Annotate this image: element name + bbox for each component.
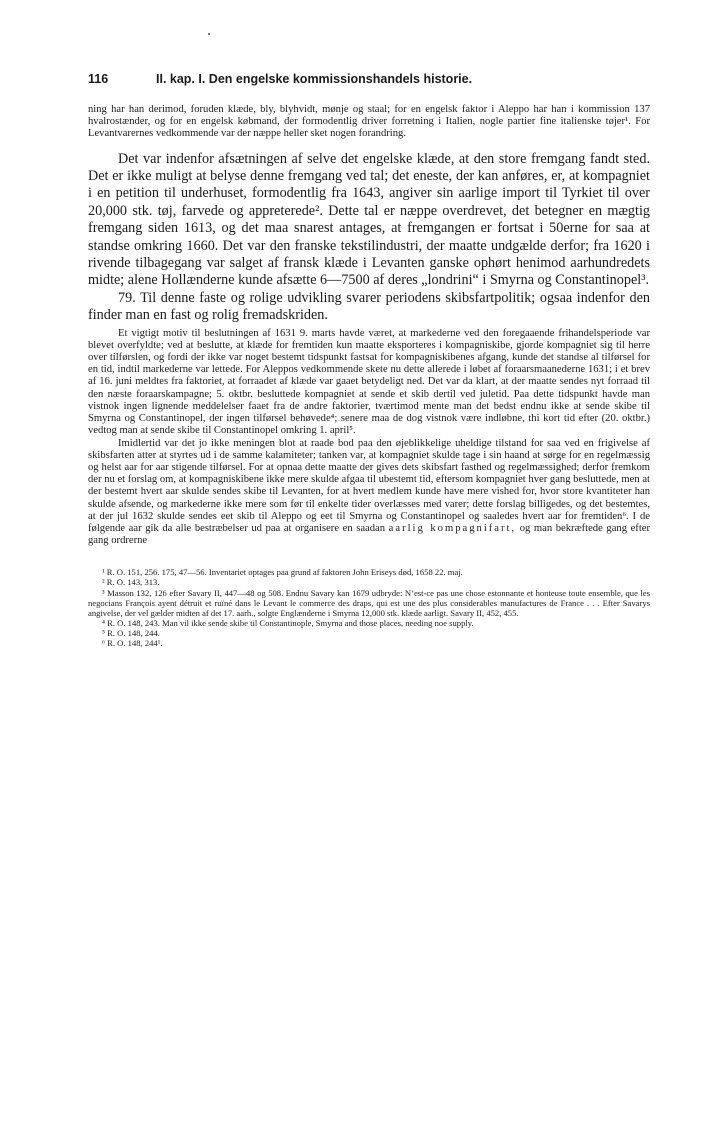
page-header (88, 72, 650, 94)
main-paragraph-1: Det var indenfor afsætningen af selve det engelske klæde, at den store fremgang fandt sted. Det er ikke muligt at belyse denne fremgang ved tal; det eneste, der kan anføres, er, at kompagniet i en petition til underhuset, formodentlig fra 1643, angiver sin aarlige import til Tyrkiet til over 20,000 stk. tøj, farvede og appreterede². Dette tal er næppe overdrevet, det betegner en mægtig fremgang siden 1613, og det maa snarest antages, at fremgangen er fortsat i 50erne for saa at standse omkring 1660. Det var den franske tekstilindustri, der maatte undgælde derfor; fra 1620 i rivende tilbagegang var salget af fransk klæde i Levanten ganske ophørt henimod aarhundredets midte; alene Hollænderne kunde afsætte 6—7500 af deres „londrini“ i Smyrna og Constantinopel³. (88, 150, 650, 289)
scan-speck (208, 33, 210, 35)
footnotes (88, 567, 650, 648)
small-paragraph-2 (88, 438, 650, 548)
footnote-1: ¹ R. O. 151, 256. 175, 47—56. Inventariet optages paa grund af faktoren John Eriseys død, 1658 22. maj. (102, 567, 463, 578)
spaced-emphasis: aarlig kompagnifart, (388, 522, 517, 534)
main-paragraph-2: 79. Til denne faste og rolige udvikling svarer periodens skibsfartpolitik; ogsaa indenfor den finder man en fast og rolig fremadskriden. (88, 289, 650, 324)
small-paragraph-1: Et vigtigt motiv til beslutningen af 1631 9. marts havde været, at markederne ved den foregaaende frihandelsperiode var blevet overfyldte; ved at beslutte, at klæde for fremtiden kun maatte eksporteres i kompagniskibe, gjorde kompagniet sig til herre over tilførslen, og fordi der ikke var noget bestemt tidspunkt fastsat for kompagniskibenes afgang, kunde det standse al tilførsel for en tid, indtil markederne var lettede. For Aleppos vedkommende skete nu dette allerede i løbet af foraarsmaanederne 1631; i et brev af 16. juni meldtes fra faktoriet, at forraadet af klæde var gaaet betydeligt ned. Det var da klart, at der maatte sendes nyt forraad til den næste foraarskampagne; 5. oktbr. besluttede kompagniet at sende et skib dertil ved juletid. Paa dette tidspunkt havde man vistnok ingen lignende meddelelser faaet fra de andre faktorier, tværtimod mente man det bedst endnu ikke at sende skibe til Smyrna og Constantinopel, der ingen tilførsel behøvede⁴; senere maa de dog vistnok være indløbne, thi kort tid efter (20. oktbr.) vedtog man at sende skibe til Constantinopel omkring 1. april⁵. (88, 327, 650, 437)
running-head: II. kap. I. Den engelske kommissionshandels historie. (156, 72, 473, 86)
footnote-3: ³ Masson 132, 126 efter Savary II, 447—48 og 508. Endnu Savary kan 1679 udbryde: N’est-ce pas une chose estonnante et honteuse toute ensemble, que les negocians François ayent détruit et ruïné dans le Levant le commerce des draps, qui est une des plus considerables manufactures de France . . . Efter Savarys angivelse, der vel gælder midten af det 17. aarh., solgte Englænderne i Smyrna 12,000 stk. klæde aarligt. Savary II, 452, 455. (88, 587, 650, 618)
page-number: 116 (88, 72, 109, 86)
book-page (88, 72, 650, 648)
footnote-6: ⁶ R. O. 148, 244¹. (102, 637, 163, 648)
small-paragraph-2-start: Imidlertid var det jo ikke meningen blot at raade bod paa den øjeblikkelige uheldige tilstand for saa ved en frigivelse af skibsfarten atter at styrtes ud i de samme kalamiteter; tanken var, at kompagniet skulde tage i sin haand at sørge for en regelmæssig og helst aar for aar stigende tilførsel. For at opnaa dette maatte der gives dets skibsfart fasthed og regelmæssighed; derfor fremkom der nu et forslag om, at kompagniskibene ikke mere skulde afgaa til ubestemt tid, eftersom kompagniet hver gang besluttede, men at der bestemt hvert aar skulde sendes skibe til Levanten, for at hvert medlem kunde have mere vished for, hvor store kvantiteter han skulde afsende, og markederne ikke mere som før til enkelte tider overlæsses med varer; dette forslag billigedes, og det bestemtes, at der jul 1632 skulde sendes eet skib til Aleppo og eet til Smyrna og Constantinopel og saaledes hvert aar for fremtiden⁶. I de følgende aar gik da alle bestræbelser ud paa at organisere en saadan (88, 437, 650, 534)
intro-small-paragraph: ning har han derimod, foruden klæde, bly, blyhvidt, mønje og staal; for en engelsk faktor i Aleppo har han i kommission 137 hvalrostænder, og for en engelsk købmand, der formodentlig driver forretning i Italien, nogle partier fine italienske tøjer¹. For Levantvarernes vedkommende var der næppe heller sket nogen forandring. (88, 104, 650, 140)
footnote-4: ⁴ R. O. 148, 243. Man vil ikke sende skibe til Constantinople, Smyrna and those places, needing noe supply. (102, 617, 474, 628)
footnote-5: ⁵ R. O. 148, 244. (102, 627, 160, 638)
footnote-2: ² R. O. 143, 313. (102, 577, 160, 588)
small-paragraph-2-end: og man bekræftede gang efter gang ordrerne (88, 522, 651, 547)
